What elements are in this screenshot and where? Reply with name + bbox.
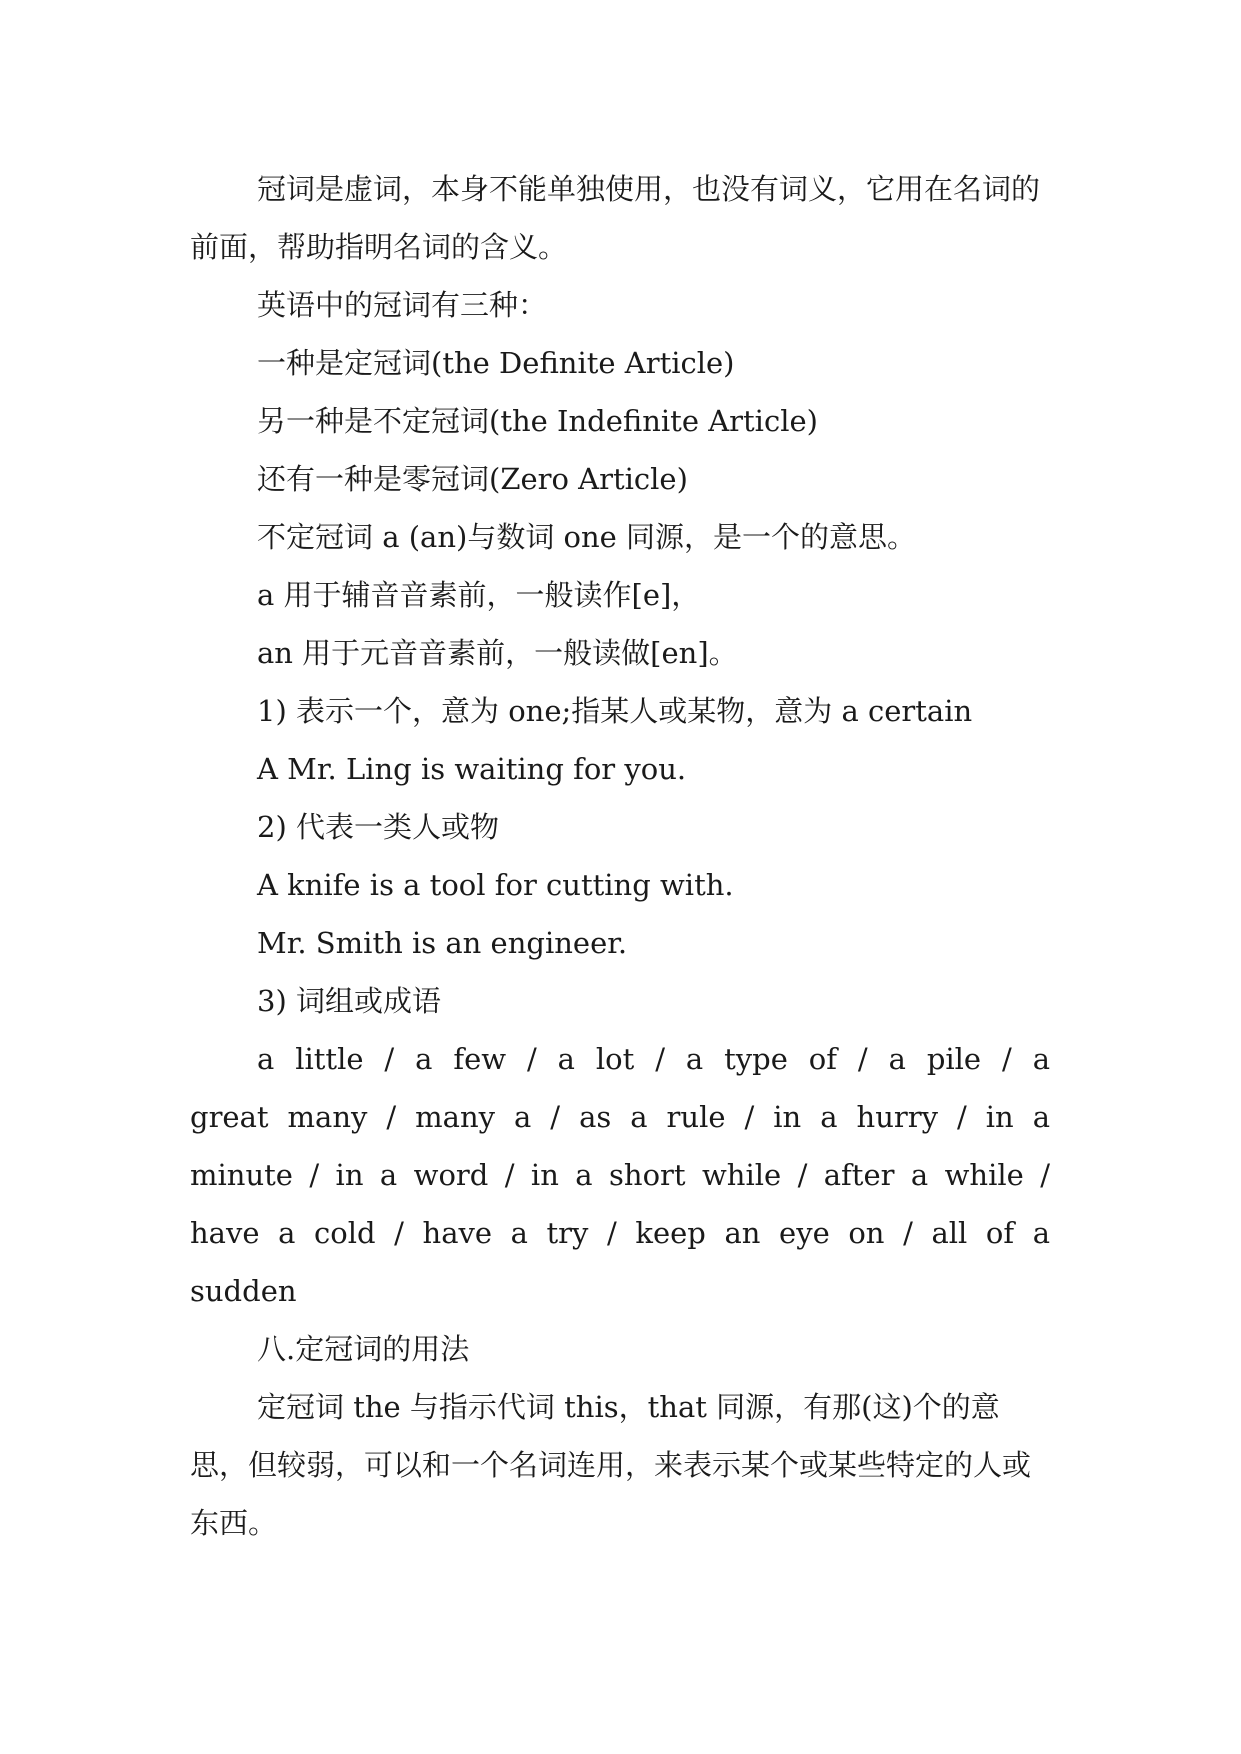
paragraph-example-1: A Mr. Ling is waiting for you. bbox=[257, 752, 687, 786]
document-body bbox=[190, 160, 1050, 1552]
paragraph-example-2a: A knife is a tool for cutting with. bbox=[257, 868, 734, 902]
paragraph-example-2b: Mr. Smith is an engineer. bbox=[257, 926, 628, 960]
paragraph-article-types-intro: 英语中的冠词有三种： bbox=[257, 288, 548, 322]
paragraph-an-usage: an 用于元音音素前，一般读做[en]。 bbox=[257, 636, 738, 670]
paragraph-indefinite-article: 另一种是不定冠词(the Indefinite Article) bbox=[257, 404, 818, 438]
paragraph-article-definition: 冠词是虚词，本身不能单独使用，也没有词义，它用在名词的前面，帮助指明名词的含义。 bbox=[190, 172, 1041, 264]
paragraph-zero-article: 还有一种是零冠词(Zero Article) bbox=[257, 462, 688, 496]
paragraph-indefinite-origin: 不定冠词 a (an)与数词 one 同源，是一个的意思。 bbox=[257, 520, 917, 554]
paragraph-definite-usage: 定冠词 the 与指示代词 this，that 同源，有那(这)个的意思，但较弱，可以和一个名词连用，来表示某个或某些特定的人或东西。 bbox=[190, 1390, 1032, 1540]
paragraph-a-usage: a 用于辅音音素前，一般读作[e]， bbox=[257, 578, 701, 612]
section-heading-definite-usage: 八.定冠词的用法 bbox=[257, 1332, 470, 1366]
paragraph-usage-2: 2) 代表一类人或物 bbox=[257, 810, 499, 844]
paragraph-definite-article: 一种是定冠词(the Definite Article) bbox=[257, 346, 735, 380]
paragraph-usage-3: 3) 词组或成语 bbox=[257, 984, 441, 1018]
paragraph-usage-1: 1) 表示一个，意为 one;指某人或某物，意为 a certain bbox=[257, 694, 973, 728]
paragraph-phrase-list: a little / a few / a lot / a type of / a pile / a great many / many a / as a rule / in a hurry / in a minute / in a word / in a short while / after a while / have a cold / have a try / keep an eye on / all of a sudden bbox=[190, 1042, 1050, 1308]
